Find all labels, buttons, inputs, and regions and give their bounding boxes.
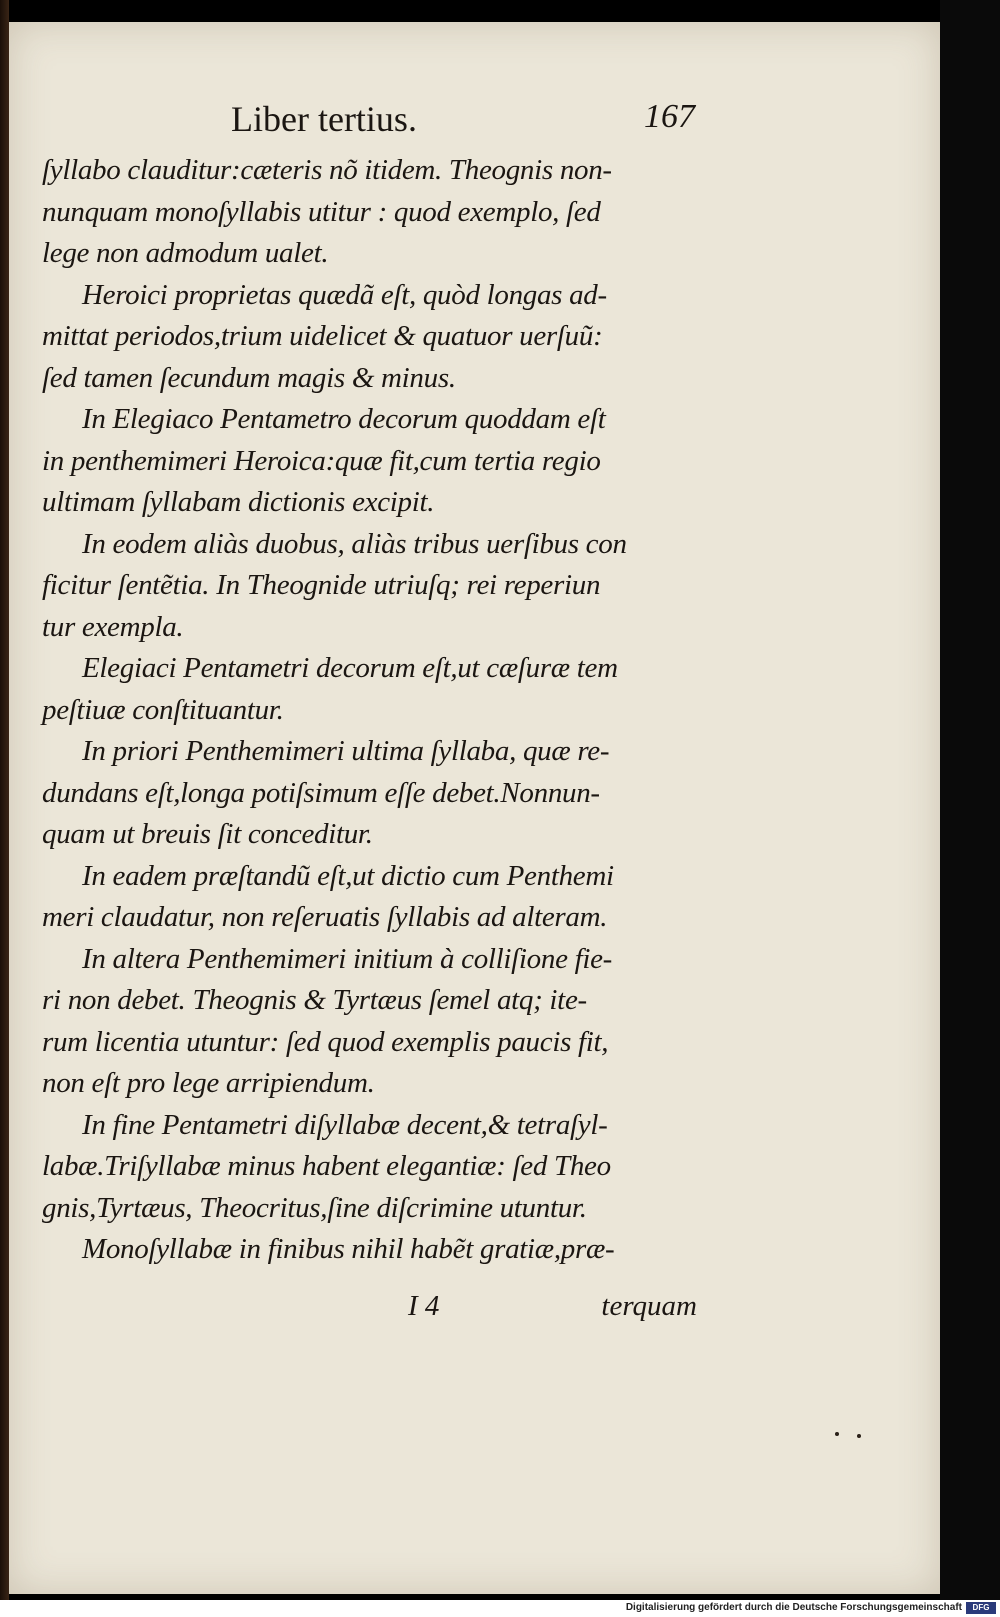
text-line: ultimam ſyllabam dictionis excipit. — [42, 486, 435, 518]
text-line: gnis,Tyrtæus, Theocritus,ſine diſcrimine utuntur. — [42, 1191, 587, 1224]
paragraph — [42, 939, 702, 1105]
text-line: non eſt pro lege arripiendum. — [42, 1067, 375, 1099]
page-number: 167 — [644, 98, 695, 135]
paragraph — [42, 1229, 702, 1271]
paragraph — [42, 731, 702, 856]
text-line: meri claudatur, non reſeruatis ſyllabis ad alteram. — [42, 901, 608, 933]
text-line: Monoſyllabæ in finibus nihil habẽt gratiæ,præ- — [82, 1233, 615, 1265]
text-line: In fine Pentametri diſyllabæ decent,& tetraſyl- — [82, 1108, 608, 1141]
text-line: nunquam monoſyllabis utitur : quod exemplo, ſed — [42, 195, 601, 228]
text-line: quam ut breuis ſit conceditur. — [42, 818, 373, 850]
running-title: Liber tertius. — [231, 99, 417, 139]
text-line: ri non debet. Theognis & Tyrtæus ſemel atq; ite- — [42, 984, 587, 1016]
text-line: In priori Penthemimeri ultima ſyllaba, quæ re- — [82, 735, 610, 767]
paragraph — [42, 275, 702, 400]
signature-mark: I 4 — [408, 1290, 440, 1322]
text-line: in penthemimeri Heroica:quæ fit,cum tertia regio — [42, 444, 601, 477]
paragraph — [42, 1105, 702, 1230]
text-line: ſyllabo clauditur:cæteris nõ itidem. Theognis non- — [42, 154, 612, 186]
ink-specks — [835, 1430, 865, 1440]
text-line: ſed tamen ſecundum magis & minus. — [42, 361, 456, 394]
text-line: peſtiuæ conſtituantur. — [42, 693, 284, 726]
text-line: Heroici proprietas quædã eſt, quòd longas ad- — [82, 278, 607, 311]
paragraph — [42, 648, 702, 731]
text-line: rum licentia utuntur: ſed quod exemplis paucis fit, — [42, 1025, 609, 1058]
text-line: In eodem aliàs duobus, aliàs tribus uerſibus con — [82, 527, 627, 560]
paragraph — [42, 524, 702, 649]
text-line: Elegiaci Pentametri decorum eſt,ut cæſuræ tem — [82, 652, 618, 684]
text-line: dundans eſt,longa potiſsimum eſſe debet.Nonnun- — [42, 776, 600, 809]
page-body-text — [42, 150, 702, 1271]
text-line: In altera Penthemimeri initium à colliſione fie- — [82, 942, 613, 975]
text-line: lege non admodum ualet. — [42, 237, 329, 269]
text-line: tur exempla. — [42, 610, 184, 643]
text-line: In Elegiaco Pentametro decorum quoddam eſt — [82, 403, 606, 435]
paragraph — [42, 856, 702, 939]
paragraph — [42, 399, 702, 524]
text-line: mittat periodos,trium uidelicet & quatuor uerſuũ: — [42, 320, 603, 352]
running-header — [231, 98, 695, 142]
text-line: In eadem præſtandũ eſt,ut dictio cum Penthemi — [82, 859, 614, 892]
text-line: labæ.Triſyllabæ minus habent elegantiæ: ſed Theo — [42, 1150, 611, 1182]
dfg-logo: DFG — [966, 1602, 996, 1614]
book-spine-edge — [0, 0, 9, 1600]
scan-background — [940, 0, 1000, 1600]
catchword: terquam — [601, 1290, 697, 1322]
funding-credit: Digitalisierung gefördert durch die Deutsche Forschungsgemeinschaft — [625, 1602, 962, 1613]
catchline — [42, 1290, 697, 1330]
paragraph — [42, 150, 702, 275]
text-line: ficitur ſentẽtia. In Theognide utriuſq; rei reperiun — [42, 569, 601, 601]
digitization-footer — [0, 1600, 1000, 1617]
